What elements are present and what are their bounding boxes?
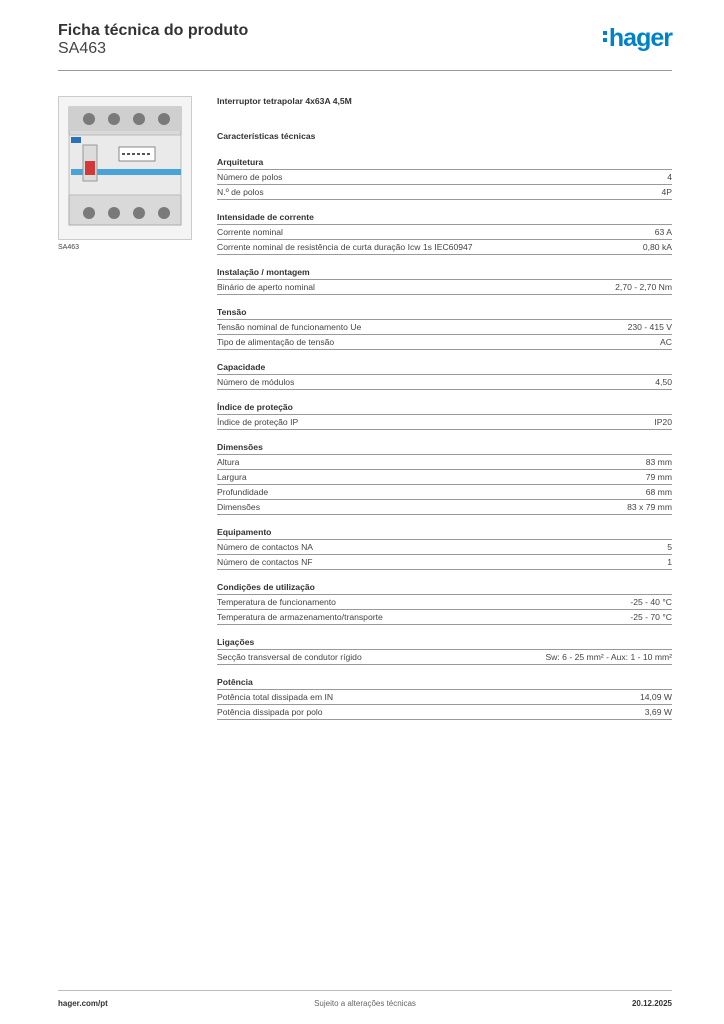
page-footer	[58, 990, 672, 1015]
spec-label: Índice de proteção IP	[217, 417, 299, 427]
spec-section	[217, 210, 672, 255]
spec-row	[217, 335, 672, 350]
spec-row	[217, 595, 672, 610]
spec-value: 4,50	[655, 377, 672, 387]
spec-sections	[217, 155, 672, 720]
spec-value: AC	[660, 337, 672, 347]
spec-value: 4P	[661, 187, 672, 197]
spec-label: Número de módulos	[217, 377, 295, 387]
spec-value: 83 mm	[645, 457, 672, 467]
spec-value: 79 mm	[645, 472, 672, 482]
spec-section	[217, 580, 672, 625]
spec-value: 63 A	[654, 227, 672, 237]
hager-logo	[603, 24, 672, 53]
spec-row	[217, 485, 672, 500]
spec-value: 68 mm	[645, 487, 672, 497]
section-title: Equipamento	[217, 525, 672, 540]
spec-section	[217, 305, 672, 350]
spec-section	[217, 265, 672, 295]
logo-text: hager	[608, 24, 672, 52]
spec-row	[217, 650, 672, 665]
spec-section	[217, 635, 672, 665]
spec-label: Tensão nominal de funcionamento Ue	[217, 322, 362, 332]
spec-value: 1	[667, 557, 672, 567]
spec-row	[217, 705, 672, 720]
spec-label: Temperatura de armazenamento/transporte	[217, 612, 383, 622]
spec-content	[217, 92, 672, 720]
spec-row	[217, 415, 672, 430]
spec-row	[217, 500, 672, 515]
image-caption: SA463	[58, 244, 80, 251]
spec-value: 14,09 W	[639, 692, 672, 702]
technical-characteristics-title: Características técnicas	[217, 131, 316, 141]
spec-row	[217, 555, 672, 570]
section-title: Dimensões	[217, 440, 672, 455]
spec-row	[217, 280, 672, 295]
section-title: Instalação / montagem	[217, 265, 672, 280]
section-title: Índice de proteção	[217, 400, 672, 415]
spec-label: Número de polos	[217, 172, 283, 182]
footer-website: hager.com/pt	[58, 999, 108, 1008]
spec-section	[217, 155, 672, 200]
spec-value: 4	[667, 172, 672, 182]
spec-section	[217, 525, 672, 570]
spec-label: Potência dissipada por polo	[217, 707, 323, 717]
spec-row	[217, 320, 672, 335]
spec-label: Corrente nominal de resistência de curta duração Icw 1s IEC60947	[217, 242, 473, 252]
spec-value: 2,70 - 2,70 Nm	[615, 282, 672, 292]
spec-value: 5	[667, 542, 672, 552]
spec-label: Corrente nominal	[217, 227, 283, 237]
spec-value: 230 - 415 V	[627, 322, 672, 332]
spec-section	[217, 400, 672, 430]
spec-row	[217, 690, 672, 705]
spec-label: Tipo de alimentação de tensão	[217, 337, 335, 347]
section-title: Capacidade	[217, 360, 672, 375]
spec-value: IP20	[654, 417, 672, 427]
spec-label: Largura	[217, 472, 247, 482]
spec-value: 0,80 kA	[642, 242, 672, 252]
spec-label: Número de contactos NA	[217, 542, 314, 552]
spec-row	[217, 610, 672, 625]
section-title: Intensidade de corrente	[217, 210, 672, 225]
spec-label: Binário de aperto nominal	[217, 282, 315, 292]
footer-date: 20.12.2025	[631, 999, 672, 1008]
logo-dots-icon	[603, 31, 608, 45]
spec-value: Sw: 6 - 25 mm² - Aux: 1 - 10 mm²	[545, 652, 672, 662]
section-title: Tensão	[217, 305, 672, 320]
spec-section	[217, 440, 672, 515]
spec-section	[217, 675, 672, 720]
spec-row	[217, 540, 672, 555]
spec-row	[217, 455, 672, 470]
spec-row	[217, 185, 672, 200]
spec-label: Profundidade	[217, 487, 269, 497]
section-title: Arquitetura	[217, 155, 672, 170]
section-title: Ligações	[217, 635, 672, 650]
spec-value: -25 - 70 °C	[630, 612, 672, 622]
spec-value: -25 - 40 °C	[630, 597, 672, 607]
spec-row	[217, 470, 672, 485]
spec-row	[217, 225, 672, 240]
section-title: Potência	[217, 675, 672, 690]
spec-value: 3,69 W	[644, 707, 672, 717]
spec-row	[217, 240, 672, 255]
section-title: Condições de utilização	[217, 580, 672, 595]
page-header	[58, 20, 672, 71]
spec-label: Dimensões	[217, 502, 260, 512]
footer-notice: Sujeito a alterações técnicas	[314, 999, 416, 1008]
spec-row	[217, 170, 672, 185]
product-code: SA463	[58, 40, 107, 57]
circuit-breaker-icon	[59, 97, 191, 239]
spec-value: 83 x 79 mm	[627, 502, 672, 512]
spec-label: Número de contactos NF	[217, 557, 313, 567]
spec-label: N.º de polos	[217, 187, 264, 197]
spec-row	[217, 375, 672, 390]
spec-section	[217, 360, 672, 390]
spec-label: Altura	[217, 457, 240, 467]
product-name: Interruptor tetrapolar 4x63A 4,5M	[217, 96, 352, 106]
spec-label: Potência total dissipada em IN	[217, 692, 334, 702]
document-title: Ficha técnica do produto	[58, 22, 249, 39]
spec-label: Temperatura de funcionamento	[217, 597, 336, 607]
product-image	[58, 96, 192, 240]
spec-label: Secção transversal de condutor rígido	[217, 652, 362, 662]
